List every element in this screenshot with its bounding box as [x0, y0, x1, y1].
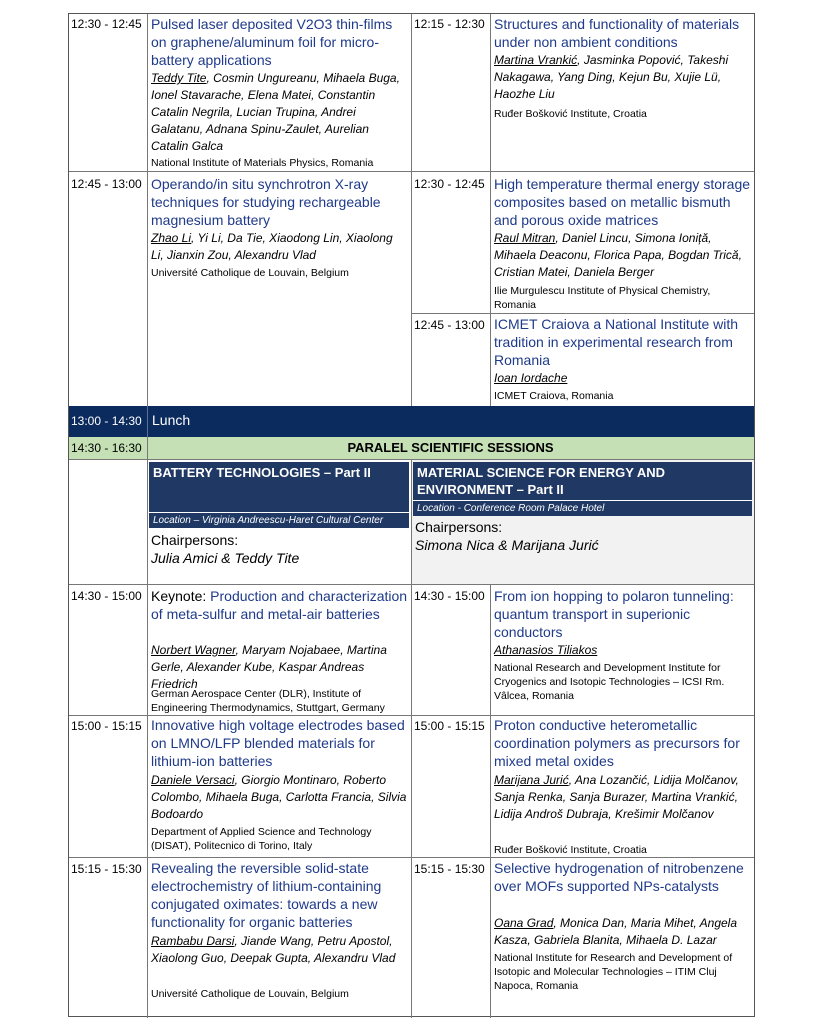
presenting-author: Raul Mitran: [494, 231, 556, 245]
talk-time: 12:30 - 12:45: [414, 177, 485, 191]
programme-table: [68, 13, 755, 1017]
talk-affiliation: German Aerospace Center (DLR), Institute of Engineering Thermodynamics, Stuttgart, Germany: [151, 688, 385, 714]
chair-label: Chairpersons:: [415, 519, 503, 535]
talk-authors: [494, 52, 752, 103]
talk-time: 12:45 - 13:00: [71, 177, 142, 191]
chair-label: Chairpersons:: [151, 532, 239, 548]
talk-authors: [494, 642, 752, 659]
keynote-prefix: Keynote:: [151, 588, 211, 604]
talk-time: 12:30 - 12:45: [71, 17, 142, 31]
presenting-author: Oana Grad: [494, 916, 554, 930]
talk-title: [151, 587, 409, 623]
presenting-author: Zhao Li: [151, 231, 192, 245]
co-authors: , Daniel Lincu, Simona Ioniță, Mihaela Deaconu, Florica Papa, Bogdan Trică, Cristian Matei, Daniela Berger: [494, 231, 742, 279]
talk-authors: [151, 933, 409, 967]
talk-time: 15:15 - 15:30: [71, 862, 142, 876]
talk-title: Selective hydrogenation of nitrobenzene over MOFs supported NPs-catalysts: [494, 860, 744, 894]
column-divider: [147, 406, 148, 437]
talk-authors: [494, 370, 752, 387]
column-divider: [490, 584, 491, 1018]
presenting-author: Daniele Versaci: [151, 773, 235, 787]
talk-title: ICMET Craiova a National Institute with tradition in experimental research from Romania: [494, 316, 739, 368]
session-header-material-science: [413, 462, 752, 516]
session-header-battery: [149, 462, 409, 528]
talk-title: Structures and functionality of materials under non ambient conditions: [494, 16, 740, 50]
lunch-time: 13:00 - 14:30: [71, 414, 142, 428]
talk-time: 14:30 - 15:00: [71, 589, 142, 603]
talk-affiliation: National Research and Development Institute for Cryogenics and Isotopic Technologies – ICSI Rm. Vâlcea, Romania: [494, 662, 725, 702]
talk-affiliation: Department of Applied Science and Technology (DISAT), Politecnico di Torino, Italy: [151, 826, 372, 852]
column-divider: [147, 14, 148, 406]
co-authors: , Giorgio Montinaro, Roberto Colombo, Mihaela Buga, Carlotta Francia, Silvia Bodoardo: [151, 773, 407, 821]
talk-title-text: Production and characterization of meta-sulfur and metal-air batteries: [151, 588, 408, 622]
talk-affiliation: Université Catholique de Louvain, Belgium: [151, 988, 349, 1000]
row-divider: [69, 584, 754, 585]
presenting-author: Marijana Jurić: [494, 773, 569, 787]
row-divider: [411, 171, 754, 172]
talk-authors: [494, 230, 752, 281]
talk-authors: [151, 642, 409, 693]
talk-affiliation: National Institute for Research and Development of Isotopic and Molecular Technologies – ITIM Cluj Napoca, Romania: [494, 952, 733, 992]
talk-affiliation: Ruđer Bošković Institute, Croatia: [494, 844, 647, 856]
co-authors: , Yi Li, Da Tie, Xiaodong Lin, Xiaolong Li, Jianxin Zou, Alexandru Vlad: [151, 231, 393, 262]
talk-affiliation: Université Catholique de Louvain, Belgium: [151, 267, 349, 279]
talk-affiliation: National Institute of Materials Physics, Romania: [151, 157, 374, 169]
row-divider: [411, 857, 754, 858]
talk-time: 14:30 - 15:00: [414, 589, 485, 603]
lunch-row: [69, 406, 754, 437]
parallel-label: PARALEL SCIENTIFIC SESSIONS: [347, 440, 554, 455]
talk-authors: [151, 230, 407, 264]
co-authors: , Maryam Nojabaee, Martina Gerle, Alexander Kube, Kaspar Andreas Friedrich: [151, 643, 387, 691]
session-chairs: [151, 531, 299, 567]
talk-affiliation: ICMET Craiova, Romania: [494, 390, 614, 402]
chair-names: Simona Nica & Marijana Jurić: [415, 537, 599, 553]
presenting-author: Rambabu Darsi: [151, 934, 235, 948]
co-authors: , Jasminka Popović, Takeshi Nakagawa, Yang Ding, Kejun Bu, Xujie Lü, Haozhe Liu: [494, 53, 729, 101]
column-divider: [411, 460, 412, 1018]
row-divider: [69, 171, 411, 172]
talk-authors: [494, 915, 752, 949]
presenting-author: Teddy Tite: [151, 71, 207, 85]
co-authors: , Ana Lozančić, Lidija Molčanov, Sanja Renka, Sanja Burazer, Martina Vrankić, Lidija Androš Dubraja, Krešimir Molčanov: [494, 773, 739, 821]
talk-time: 15:00 - 15:15: [71, 719, 142, 733]
talk-time: 12:15 - 12:30: [414, 17, 485, 31]
column-divider: [411, 14, 412, 406]
session-title: MATERIAL SCIENCE FOR ENERGY AND ENVIRONMENT – Part II: [417, 465, 665, 497]
presenting-author: Norbert Wagner: [151, 643, 236, 657]
talk-authors: [151, 70, 409, 155]
talk-title: High temperature thermal energy storage composites based on metallic bismuth and porous oxide matrices: [494, 176, 751, 228]
talk-affiliation: Ilie Murgulescu Institute of Physical Chemistry, Romania: [494, 285, 711, 311]
row-divider: [411, 313, 754, 314]
presenting-author: Martina Vrankić: [494, 53, 578, 67]
talk-authors: [494, 772, 752, 823]
co-authors: , Cosmin Ungureanu, Mihaela Buga, Ionel Stavarache, Elena Matei, Constantin Catalin Negrila, Lucian Trupina, Andrei Galatanu, Adnana Spinu-Zaulet, Aurelian Catalin Galca: [151, 71, 400, 153]
co-authors: , Jiande Wang, Petru Apostol, Xiaolong Guo, Deepak Gupta, Alexandru Vlad: [151, 934, 396, 965]
talk-title: Pulsed laser deposited V2O3 thin-films on graphene/aluminum foil for micro-battery applications: [151, 16, 393, 68]
talk-affiliation: Ruđer Bošković Institute, Croatia: [494, 108, 647, 120]
talk-time: 15:00 - 15:15: [414, 719, 485, 733]
presenting-author: Athanasios Tiliakos: [494, 643, 598, 657]
talk-title: Operando/in situ synchrotron X-ray techniques for studying rechargeable magnesium battery: [151, 176, 381, 228]
talk-title: Innovative high voltage electrodes based on LMNO/LFP blended materials for lithium-ion batteries: [151, 717, 405, 769]
row-divider: [69, 857, 411, 858]
talk-title: Revealing the reversible solid-state electrochemistry of lithium-containing conjugated oximates: towards a new functionality for organic batteries: [151, 860, 382, 930]
lunch-label: Lunch: [152, 412, 191, 428]
talk-title: Proton conductive heterometallic coordination polymers as precursors for mixed metal oxides: [494, 717, 740, 769]
parallel-sessions-row: [69, 437, 754, 460]
column-divider: [147, 460, 148, 1018]
talk-time: 15:15 - 15:30: [414, 862, 485, 876]
talk-title: From ion hopping to polaron tunneling: quantum transport in superionic conductors: [494, 588, 734, 640]
parallel-time: 14:30 - 16:30: [71, 441, 142, 455]
chair-names: Julia Amici & Teddy Tite: [151, 550, 300, 566]
session-location: Location - Conference Room Palace Hotel: [413, 500, 752, 516]
co-authors: , Monica Dan, Maria Mihet, Angela Kasza, Gabriela Blanita, Mihaela D. Lazar: [494, 916, 738, 947]
talk-authors: [151, 772, 409, 823]
session-location: Location – Virginia Andreescu-Haret Cultural Center: [149, 512, 409, 528]
column-divider: [490, 14, 491, 406]
session-chairs: [415, 518, 599, 554]
session-title: BATTERY TECHNOLOGIES – Part II: [153, 465, 371, 480]
presenting-author: Ioan Iordache: [494, 371, 568, 385]
talk-time: 12:45 - 13:00: [414, 318, 485, 332]
